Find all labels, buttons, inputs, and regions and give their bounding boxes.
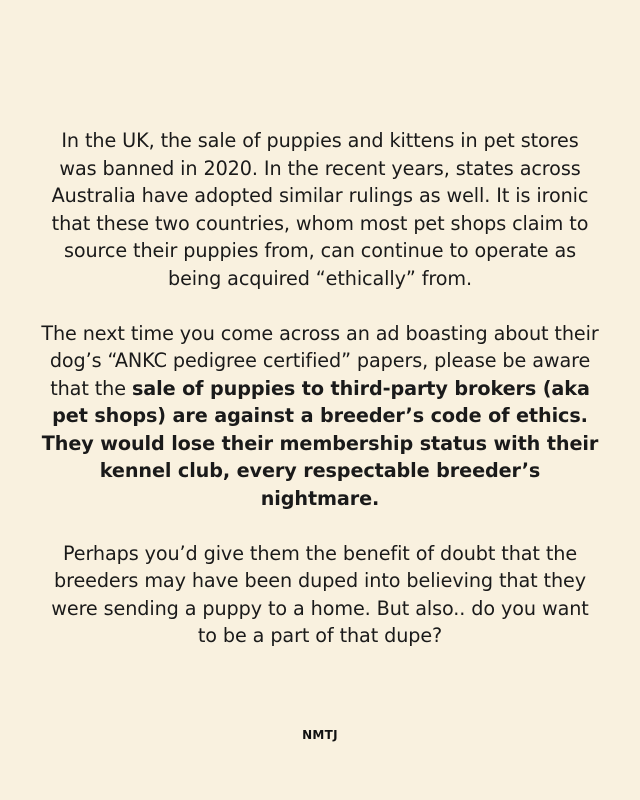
post-body: [40, 127, 600, 650]
paragraph-ankc-emphasis: sale of puppies to third-party brokers (aka pet shops) are against a breeder’s code of ethics. They would lose their membership status with their kennel club, every respectable breeder’s nightmare.: [41, 376, 599, 510]
paragraph-uk-ban: In the UK, the sale of puppies and kittens in pet stores was banned in 2020. In the recent years, states across Australia have adopted similar rulings as well. It is ironic that these two countries, whom most pet shops claim to source their puppies from, can continue to operate as being acquired “ethically” from.: [51, 129, 589, 290]
paragraph-dupe: Perhaps you’d give them the benefit of doubt that the breeders may have been duped into believing that they were sending a puppy to a home. But also.. do you want to be a part of that dupe?: [51, 541, 589, 647]
paragraph-ankc-intro: The next time you come across an ad boasting about their dog’s “ANKC pedigree certified” papers, please be aware that the: [41, 321, 599, 400]
paragraph-ankc-papers: [40, 320, 600, 513]
signature-nmtj: NMTJ: [302, 728, 338, 742]
